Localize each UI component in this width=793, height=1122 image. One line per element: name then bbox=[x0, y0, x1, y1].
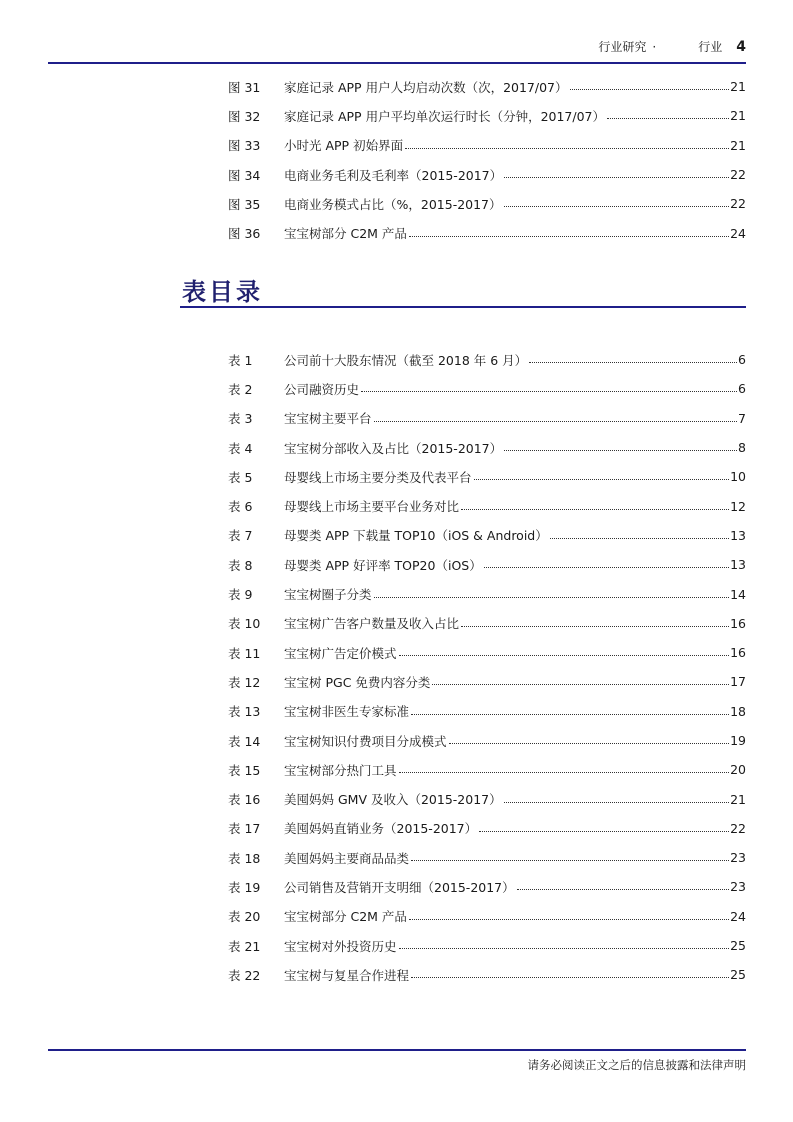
table-toc-entry[interactable] bbox=[228, 433, 746, 462]
table-toc-entry[interactable] bbox=[228, 784, 746, 813]
figure-toc-entry[interactable] bbox=[228, 218, 746, 247]
toc-page-number: 16 bbox=[730, 615, 746, 631]
toc-label: 表 15 bbox=[228, 762, 261, 778]
toc-title: 宝宝树分部收入及占比（2015-2017） bbox=[284, 440, 503, 456]
toc-label: 表 21 bbox=[228, 938, 261, 954]
toc-dot-leader bbox=[479, 831, 729, 832]
header-text bbox=[598, 38, 746, 55]
toc-label: 表 17 bbox=[228, 821, 261, 837]
toc-page-number: 22 bbox=[730, 196, 746, 212]
toc-dot-leader bbox=[432, 684, 729, 685]
table-toc-entry[interactable] bbox=[228, 960, 746, 989]
toc-label: 表 18 bbox=[228, 850, 261, 866]
toc-page-number: 18 bbox=[730, 703, 746, 719]
figure-toc-entry[interactable] bbox=[228, 160, 746, 189]
figure-toc-entry[interactable] bbox=[228, 189, 746, 218]
toc-dot-leader bbox=[409, 236, 729, 237]
figure-toc-list bbox=[228, 72, 746, 248]
toc-title: 宝宝树广告定价模式 bbox=[284, 645, 397, 661]
toc-title: 宝宝树部分 C2M 产品 bbox=[284, 226, 407, 242]
toc-dot-leader bbox=[504, 177, 729, 178]
table-toc-entry[interactable] bbox=[228, 814, 746, 843]
toc-title: 母婴线上市场主要平台业务对比 bbox=[284, 499, 460, 515]
toc-dot-leader bbox=[461, 626, 729, 627]
toc-label: 表 20 bbox=[228, 909, 261, 925]
toc-title: 宝宝树部分 C2M 产品 bbox=[284, 909, 407, 925]
toc-page-number: 8 bbox=[738, 440, 746, 456]
toc-title: 宝宝树部分热门工具 bbox=[284, 762, 397, 778]
table-toc-entry[interactable] bbox=[228, 931, 746, 960]
toc-page-number: 21 bbox=[730, 137, 746, 153]
toc-page-number: 6 bbox=[738, 381, 746, 397]
toc-dot-leader bbox=[607, 118, 729, 119]
toc-dot-leader bbox=[570, 89, 730, 90]
toc-label: 表 19 bbox=[228, 879, 261, 895]
toc-title: 公司销售及营销开支明细（2015-2017） bbox=[284, 879, 515, 895]
toc-dot-leader bbox=[504, 450, 737, 451]
toc-page-number: 17 bbox=[730, 674, 746, 690]
toc-page-number: 6 bbox=[738, 352, 746, 368]
toc-page-number: 23 bbox=[730, 879, 746, 895]
toc-title: 母婴线上市场主要分类及代表平台 bbox=[284, 469, 472, 485]
toc-page-number: 24 bbox=[730, 225, 746, 241]
toc-dot-leader bbox=[405, 148, 729, 149]
toc-dot-leader bbox=[529, 362, 737, 363]
toc-dot-leader bbox=[461, 509, 729, 510]
header-industry: 行业 bbox=[698, 40, 723, 54]
toc-dot-leader bbox=[374, 597, 730, 598]
toc-dot-leader bbox=[411, 860, 729, 861]
table-toc-entry[interactable] bbox=[228, 462, 746, 491]
toc-title: 家庭记录 APP 用户平均单次运行时长（分钟，2017/07） bbox=[284, 108, 606, 124]
toc-title: 美囤妈妈直销业务（2015-2017） bbox=[284, 821, 478, 837]
toc-label: 表 8 bbox=[228, 557, 253, 573]
header-page-number: 4 bbox=[736, 39, 746, 55]
toc-page-number: 23 bbox=[730, 850, 746, 866]
toc-title: 母婴类 APP 下载量 TOP10（iOS & Android） bbox=[284, 528, 548, 544]
toc-label: 表 13 bbox=[228, 704, 261, 720]
toc-label: 表 12 bbox=[228, 674, 261, 690]
toc-page-number: 21 bbox=[730, 791, 746, 807]
table-toc-entry[interactable] bbox=[228, 609, 746, 638]
toc-label: 表 5 bbox=[228, 469, 253, 485]
toc-label: 表 11 bbox=[228, 645, 261, 661]
table-toc-entry[interactable] bbox=[228, 374, 746, 403]
toc-page-number: 22 bbox=[730, 167, 746, 183]
toc-page-number: 21 bbox=[730, 79, 746, 95]
header-separator: · bbox=[652, 40, 657, 54]
toc-title: 美囤妈妈主要商品品类 bbox=[284, 850, 410, 866]
toc-label: 表 16 bbox=[228, 792, 261, 808]
toc-label: 表 6 bbox=[228, 499, 253, 515]
toc-page-number: 12 bbox=[730, 498, 746, 514]
toc-title: 家庭记录 APP 用户人均启动次数（次，2017/07） bbox=[284, 79, 568, 95]
toc-page-number: 25 bbox=[730, 938, 746, 954]
toc-label: 表 3 bbox=[228, 411, 253, 427]
toc-page-number: 10 bbox=[730, 469, 746, 485]
toc-title: 宝宝树圈子分类 bbox=[284, 587, 372, 603]
toc-label: 表 1 bbox=[228, 352, 253, 368]
header-category: 行业研究 bbox=[598, 40, 647, 54]
table-toc-entry[interactable] bbox=[228, 902, 746, 931]
table-toc-entry[interactable] bbox=[228, 550, 746, 579]
toc-page-number: 13 bbox=[730, 527, 746, 543]
toc-dot-leader bbox=[374, 421, 738, 422]
toc-title: 宝宝树 PGC 免费内容分类 bbox=[284, 674, 431, 690]
toc-title: 宝宝树与复星合作进程 bbox=[284, 967, 410, 983]
toc-dot-leader bbox=[399, 948, 730, 949]
toc-label: 图 31 bbox=[228, 79, 261, 95]
toc-page-number: 14 bbox=[730, 586, 746, 602]
toc-page-number: 24 bbox=[730, 908, 746, 924]
toc-dot-leader bbox=[361, 391, 737, 392]
table-toc-entry[interactable] bbox=[228, 404, 746, 433]
tables-heading: 表目录 bbox=[182, 278, 263, 306]
toc-dot-leader bbox=[399, 655, 730, 656]
toc-label: 图 32 bbox=[228, 108, 261, 124]
table-toc-entry[interactable] bbox=[228, 491, 746, 520]
toc-dot-leader bbox=[484, 567, 729, 568]
toc-dot-leader bbox=[474, 479, 730, 480]
toc-title: 宝宝树广告客户数量及收入占比 bbox=[284, 616, 460, 632]
toc-label: 图 36 bbox=[228, 226, 261, 242]
toc-dot-leader bbox=[550, 538, 729, 539]
toc-label: 表 10 bbox=[228, 616, 261, 632]
toc-label: 图 34 bbox=[228, 167, 261, 183]
toc-title: 宝宝树对外投资历史 bbox=[284, 938, 397, 954]
figure-toc-entry[interactable] bbox=[228, 131, 746, 160]
figure-toc-entry[interactable] bbox=[228, 72, 746, 101]
toc-page-number: 21 bbox=[730, 108, 746, 124]
toc-title: 母婴类 APP 好评率 TOP20（iOS） bbox=[284, 557, 482, 573]
toc-title: 美囤妈妈 GMV 及收入（2015-2017） bbox=[284, 792, 502, 808]
table-toc-entry[interactable] bbox=[228, 843, 746, 872]
toc-dot-leader bbox=[504, 206, 730, 207]
toc-page-number: 13 bbox=[730, 557, 746, 573]
footer-disclaimer: 请务必阅读正文之后的信息披露和法律声明 bbox=[527, 1058, 746, 1072]
toc-dot-leader bbox=[517, 889, 729, 890]
table-toc-entry[interactable] bbox=[228, 345, 746, 374]
table-toc-entry[interactable] bbox=[228, 726, 746, 755]
toc-label: 表 22 bbox=[228, 967, 261, 983]
toc-label: 图 33 bbox=[228, 138, 261, 154]
toc-label: 表 7 bbox=[228, 528, 253, 544]
toc-label: 表 4 bbox=[228, 440, 253, 456]
toc-title: 公司融资历史 bbox=[284, 381, 360, 397]
table-toc-list bbox=[228, 345, 746, 990]
table-toc-entry[interactable] bbox=[228, 755, 746, 784]
toc-label: 图 35 bbox=[228, 196, 261, 212]
toc-dot-leader bbox=[411, 977, 729, 978]
tables-heading-divider bbox=[180, 306, 746, 308]
table-toc-entry[interactable] bbox=[228, 872, 746, 901]
toc-page-number: 22 bbox=[730, 820, 746, 836]
toc-dot-leader bbox=[399, 772, 730, 773]
toc-title: 宝宝树知识付费项目分成模式 bbox=[284, 733, 447, 749]
page-header bbox=[48, 38, 746, 64]
toc-label: 表 9 bbox=[228, 587, 253, 603]
toc-page-number: 20 bbox=[730, 762, 746, 778]
table-toc-entry[interactable] bbox=[228, 638, 746, 667]
toc-dot-leader bbox=[409, 919, 729, 920]
toc-dot-leader bbox=[449, 743, 730, 744]
header-divider bbox=[48, 62, 746, 64]
footer-divider bbox=[48, 1049, 746, 1051]
table-toc-entry[interactable] bbox=[228, 697, 746, 726]
table-toc-entry[interactable] bbox=[228, 667, 746, 696]
toc-label: 表 2 bbox=[228, 381, 253, 397]
toc-title: 小时光 APP 初始界面 bbox=[284, 138, 404, 154]
toc-title: 宝宝树非医生专家标准 bbox=[284, 704, 410, 720]
toc-dot-leader bbox=[411, 714, 729, 715]
toc-page-number: 25 bbox=[730, 967, 746, 983]
toc-page-number: 16 bbox=[730, 645, 746, 661]
toc-title: 宝宝树主要平台 bbox=[284, 411, 372, 427]
toc-dot-leader bbox=[504, 802, 729, 803]
toc-title: 电商业务模式占比（%，2015-2017） bbox=[284, 196, 502, 212]
toc-label: 表 14 bbox=[228, 733, 261, 749]
table-toc-entry[interactable] bbox=[228, 579, 746, 608]
toc-page-number: 7 bbox=[738, 410, 746, 426]
table-toc-entry[interactable] bbox=[228, 521, 746, 550]
toc-title: 电商业务毛利及毛利率（2015-2017） bbox=[284, 167, 503, 183]
toc-page-number: 19 bbox=[730, 733, 746, 748]
figure-toc-entry[interactable] bbox=[228, 101, 746, 130]
toc-title: 公司前十大股东情况（截至 2018 年 6 月） bbox=[284, 352, 528, 368]
